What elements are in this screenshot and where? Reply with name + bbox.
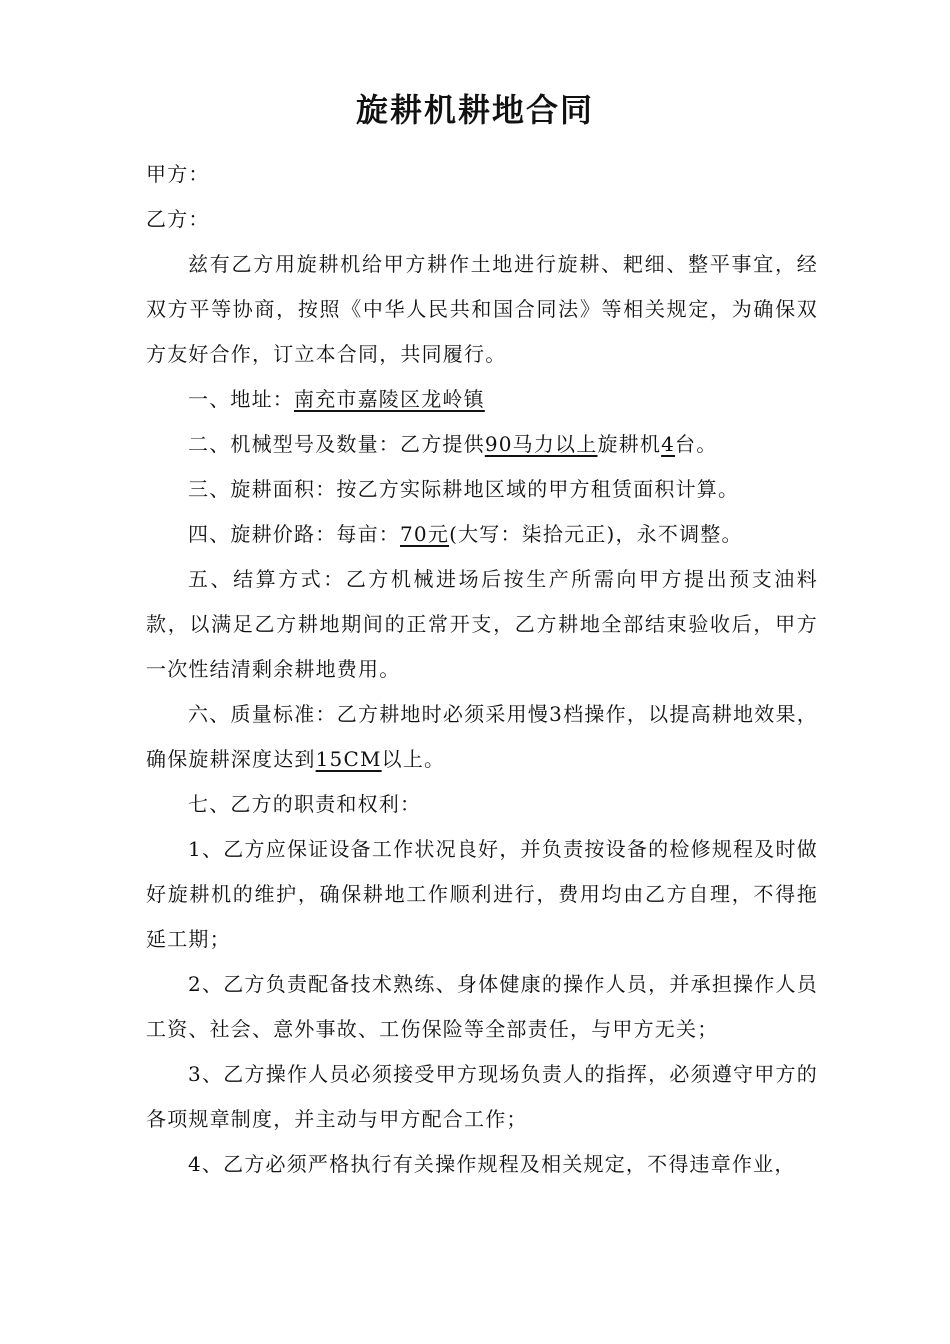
party-b-line: 乙方： — [146, 207, 210, 231]
clause-machinery-label: 二、机械型号及数量：乙方提供 — [188, 432, 485, 456]
clause-price-value: 70元 — [400, 522, 450, 546]
clause-address-value: 南充市嘉陵区龙岭镇 — [294, 387, 485, 411]
clause-quality-start: 六、质量标准：乙方耕地时必须采用慢3档操作，以提高耕地效果，确保旋耕深度达到 — [146, 702, 818, 771]
clause-quality-depth: 15CM — [315, 747, 382, 771]
contract-title: 旋耕机耕地合同 — [355, 91, 594, 129]
clause-area: 三、旋耕面积：按乙方实际耕地区域的甲方租赁面积计算。 — [188, 477, 740, 501]
clause-machinery-end: 台。 — [675, 432, 718, 456]
clause-machinery-mid: 旋耕机 — [597, 432, 662, 456]
clause-quality-end: 以上。 — [381, 747, 446, 771]
contract-body — [146, 152, 818, 1187]
clause-price-label: 四、旋耕价路：每亩： — [188, 522, 400, 546]
intro-paragraph: 兹有乙方用旋耕机给甲方耕作土地进行旋耕、耙细、整平事宜，经双方平等协商，按照《中华人民共和国合同法》等相关规定，为确保双方友好合作，订立本合同，共同履行。 — [146, 252, 818, 366]
party-a-line: 甲方： — [146, 162, 210, 186]
clause-machinery-quantity: 4 — [661, 432, 676, 456]
clause-price-end: (大写：柒拾元正)，永不调整。 — [449, 522, 743, 546]
clause-price — [146, 512, 818, 557]
duty-item-3: 3、乙方操作人员必须接受甲方现场负责人的指挥，必须遵守甲方的各项规章制度，并主动与甲方配合工作； — [146, 1062, 818, 1131]
clause-machinery-horsepower: 90马力以上 — [484, 432, 598, 456]
clause-address — [146, 377, 818, 422]
clause-address-label: 一、地址： — [188, 387, 294, 411]
duty-item-4: 4、乙方必须严格执行有关操作规程及相关规定，不得违章作业， — [188, 1152, 796, 1176]
clause-machinery — [146, 422, 818, 467]
clause-quality — [146, 692, 818, 782]
clause-party-b-duties: 七、乙方的职责和权利： — [188, 792, 422, 816]
clause-settlement: 五、结算方式：乙方机械进场后按生产所需向甲方提出预支油料款，以满足乙方耕地期间的正常开支，乙方耕地全部结束验收后，甲方一次性结清剩余耕地费用。 — [146, 567, 818, 681]
duty-item-1: 1、乙方应保证设备工作状况良好，并负责按设备的检修规程及时做好旋耕机的维护，确保耕地工作顺利进行，费用均由乙方自理，不得拖延工期； — [146, 837, 818, 951]
duty-item-2: 2、乙方负责配备技术熟练、身体健康的操作人员，并承担操作人员工资、社会、意外事故、工伤保险等全部责任，与甲方无关； — [146, 972, 818, 1041]
